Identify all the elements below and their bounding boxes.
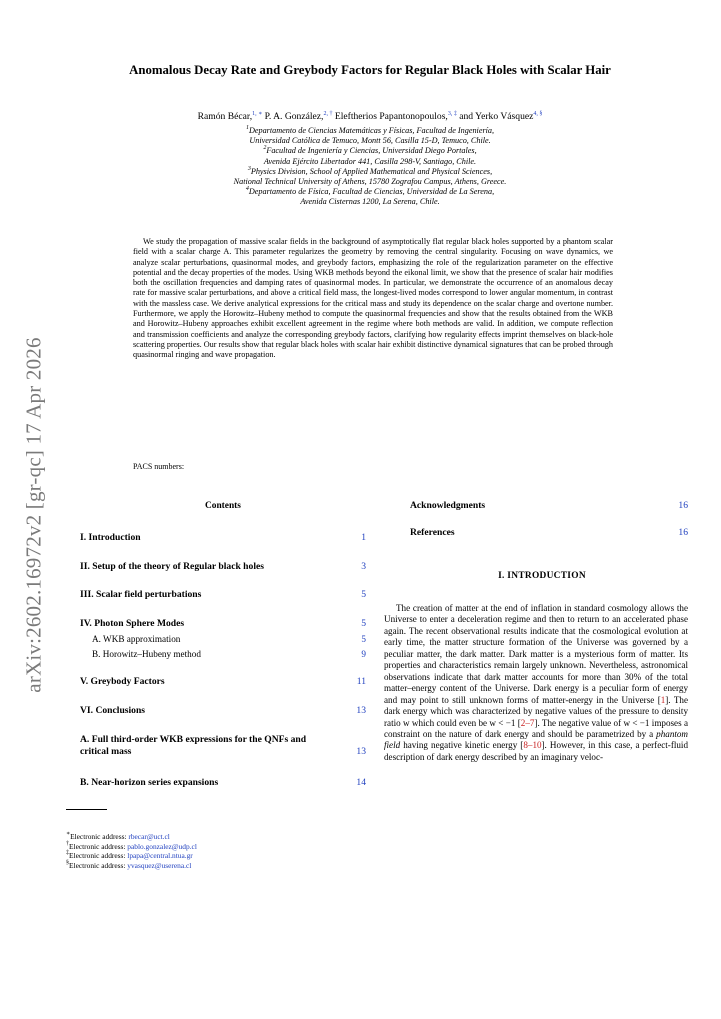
affiliation-line	[90, 177, 650, 187]
body-text: ]. The negative value of w < −1 imposes a constraint on the nature of dark energy and should be parametrized by a	[384, 717, 688, 739]
toc-entry-label: I. Introduction	[80, 532, 141, 543]
affiliation-line	[90, 126, 650, 136]
citation-link[interactable]: 1	[660, 694, 666, 705]
toc-entry[interactable]	[80, 633, 366, 645]
affiliation-text: Avenida Ejército Libertador 441, Casilla 298-V, Santiago, Chile.	[263, 156, 477, 166]
footnotes	[66, 832, 197, 870]
affiliation-line	[90, 146, 650, 156]
affiliation-line	[90, 187, 650, 197]
affiliation-number: 1	[245, 125, 249, 131]
toc-entry-page[interactable]: 9	[361, 649, 366, 659]
citation-link[interactable]: 2–7	[520, 717, 535, 728]
toc-entry-page[interactable]: 14	[356, 777, 366, 788]
body-text: ]. However, in this case, a perfect-fluid description of dark energy described by an imaginary veloc-	[384, 740, 688, 762]
affiliation-text: Universidad Católica de Temuco, Montt 56, Casilla 15-D, Temuco, Chile.	[249, 136, 491, 146]
affiliation-number: 3	[247, 165, 251, 172]
footnote-label: Electronic address:	[69, 841, 128, 851]
author-name: P. A. González,	[262, 111, 324, 122]
toc-entry-label: B. Horowitz–Hubeny method	[92, 649, 201, 659]
author-affiliation-mark[interactable]: 2, †	[323, 111, 333, 117]
toc-entry-label: A. WKB approximation	[92, 634, 181, 644]
toc-entry-label: IV. Photon Sphere Modes	[80, 618, 185, 629]
author-affiliation-mark[interactable]: 3, ‡	[447, 111, 457, 117]
affiliation-number: 2	[263, 145, 267, 152]
toc-entry-label: B. Near-horizon series expansions	[80, 777, 219, 788]
footnote-item	[66, 842, 197, 852]
toc-entry-label: A. Full third-order WKB expressions for the QNFs and critical mass	[80, 734, 307, 757]
body-text: having negative kinetic energy [	[400, 740, 524, 751]
toc-entry-page[interactable]: 11	[356, 676, 366, 687]
footnote-mark: †	[66, 840, 69, 847]
footnote-email-link[interactable]: yvasquez@userena.cl	[127, 860, 192, 870]
author-name: and Yerko Vásquez	[456, 111, 534, 122]
toc-entry[interactable]	[80, 648, 366, 660]
author-name: Eleftherios Papantonopoulos,	[332, 111, 448, 122]
footnote-mark: §	[66, 859, 69, 866]
toc-entry-page[interactable]: 5	[361, 618, 366, 629]
author-list	[70, 111, 670, 122]
toc-entry[interactable]	[80, 676, 366, 688]
affiliation-number: 4	[245, 186, 249, 193]
footnote-mark: ‡	[66, 850, 69, 857]
toc-entry[interactable]	[80, 532, 366, 544]
footnote-item	[66, 832, 197, 842]
toc-entry-page[interactable]: 16	[678, 500, 688, 511]
toc-entry-label: II. Setup of the theory of Regular black holes	[80, 561, 264, 572]
toc-entry-label: III. Scalar field perturbations	[80, 589, 202, 600]
affiliation-list	[90, 126, 650, 208]
affiliation-line	[90, 136, 650, 146]
section-heading-introduction: I. INTRODUCTION	[498, 571, 586, 581]
toc-entry-page[interactable]: 5	[361, 634, 366, 644]
affiliation-text: Departamento de Ciencias Matemáticas y Físicas, Facultad de Ingeniería,	[248, 126, 495, 135]
affiliation-line	[90, 197, 650, 207]
citation-link[interactable]: 8–10	[523, 740, 542, 751]
toc-entry-page[interactable]: 5	[361, 589, 366, 600]
body-text: [	[657, 694, 661, 705]
toc-title: Contents	[205, 501, 241, 511]
toc-entry-page[interactable]: 1	[361, 532, 366, 543]
arxiv-stamp	[14, 330, 54, 700]
body-text: ]. The dark energy which was characterized by negative values of the pressure to density ratio w which could even be w < −1 [	[384, 694, 688, 728]
affiliation-text: Avenida Cisternas 1200, La Serena, Chile.	[300, 197, 440, 207]
toc-entry-page[interactable]: 3	[361, 561, 366, 572]
toc-entry[interactable]	[80, 777, 366, 789]
toc-entry-label: References	[410, 527, 455, 538]
body-text: The creation of matter at the end of inflation in standard cosmology allows the Universe to enter a deceleration regime and then to return to an accelerated phase again. The recent observational results indicate that the cosmological evolution at early time, the matter structure formation of the Universe was governed by a peculiar matter, the dark matter. Dark matter is a mysterious form of matter. Its properties and characteristics remain largely unknown. Nevertheless, astronomical observations indicate that dark matter accounts for more than 30% of the total matter–energy content of the Universe. Dark energy is a peculiar form of energy and may point to still unknown forms of matter-energy in the Universe	[384, 603, 688, 705]
affiliation-text: Facultad de Ingeniería y Ciencias, Universidad Diego Portales,	[266, 146, 477, 156]
footnote-item	[66, 851, 197, 861]
toc-entry[interactable]	[410, 527, 688, 539]
footnote-label: Electronic address:	[69, 860, 128, 870]
toc-entry-page[interactable]: 16	[678, 527, 688, 538]
toc-entry[interactable]	[80, 618, 366, 630]
footnote-email-link[interactable]: pablo.gonzalez@udp.cl	[127, 841, 197, 851]
affiliation-text: National Technical University of Athens, 15780 Zografou Campus, Athens, Greece.	[233, 177, 507, 187]
author-affiliation-mark[interactable]: 4, §	[533, 111, 543, 117]
toc-entry[interactable]	[410, 500, 688, 512]
footnote-label: Electronic address:	[69, 851, 128, 861]
paper-title: Anomalous Decay Rate and Greybody Factors for Regular Black Holes with Scalar Hair	[129, 63, 611, 77]
toc-entry[interactable]	[80, 589, 366, 601]
footnote-label: Electronic address:	[70, 832, 129, 841]
toc-entry-label: VI. Conclusions	[80, 705, 146, 716]
toc-entry-page[interactable]: 13	[356, 705, 366, 716]
emphasized-text: phantom field	[384, 728, 688, 751]
footnote-email-link[interactable]: rbecar@uct.cl	[128, 832, 170, 841]
pacs-numbers: PACS numbers:	[133, 462, 185, 471]
footnote-email-link[interactable]: lpapa@central.ntua.gr	[127, 851, 193, 861]
toc-entry[interactable]	[80, 734, 366, 758]
footnote-mark: ∗	[66, 831, 71, 837]
footnote-rule	[66, 809, 107, 810]
toc-entry-label: Acknowledgments	[410, 500, 486, 511]
toc-entry-page[interactable]: 13	[356, 746, 366, 757]
toc-entry[interactable]	[80, 561, 366, 573]
abstract: We study the propagation of massive scalar fields in the background of asymptotically flat regular black holes supported by a phantom scalar field with a scalar charge A. This parameter regularizes the geometry by removing the central singularity. Focusing on wave dynamics, we analyze scalar perturbations, quasinormal modes, and greybody factors, emphasizing the role of the regularization parameter on the effective potential and the decay properties of the modes. Using WKB methods beyond the eikonal limit, we show that the presence of scalar hair modifies both the oscillation frequencies and damping rates of quasinormal modes. In particular, we demonstrate the occurrence of an anomalous decay rate for massive scalar perturbations, and above a critical field mass, the longest-lived modes correspond to lower angular momentum, in contrast with the massless case. We derive analytical expressions for the critical mass and study its dependence on the scalar charge and overtone number. Furthermore, we apply the Horowitz–Hubeny method to compute the quasinormal frequencies and show that the results obtained from the WKB and Horowitz–Hubeny approaches exhibit excellent agreement in the regime where both methods are valid. In addition, we compute reflection and transmission coefficients and analyze the corresponding greybody factors, clarifying how regularity effects imprint themselves on black-hole scattering properties. Our results show that regular black holes with scalar hair exhibit distinctive dynamical signatures that can be probed through quasinormal ringing and wave propagation.	[133, 237, 613, 360]
author-name: Ramón Bécar,	[197, 111, 253, 122]
toc-entry[interactable]	[80, 705, 366, 717]
footnote-item	[66, 861, 197, 871]
affiliation-text: Physics Division, School of Applied Mathematical and Physical Sciences,	[250, 166, 493, 176]
affiliation-text: Departamento de Física, Facultad de Ciencias, Universidad de La Serena,	[248, 187, 495, 197]
author-affiliation-mark[interactable]: 1, ∗	[252, 111, 263, 117]
introduction-text	[384, 603, 688, 763]
toc-entry-label: V. Greybody Factors	[80, 676, 165, 687]
arxiv-identifier: arXiv:2602.16972v2 [gr-qc] 17 Apr 2026	[21, 337, 46, 693]
affiliation-line	[90, 157, 650, 167]
affiliation-line	[90, 167, 650, 177]
